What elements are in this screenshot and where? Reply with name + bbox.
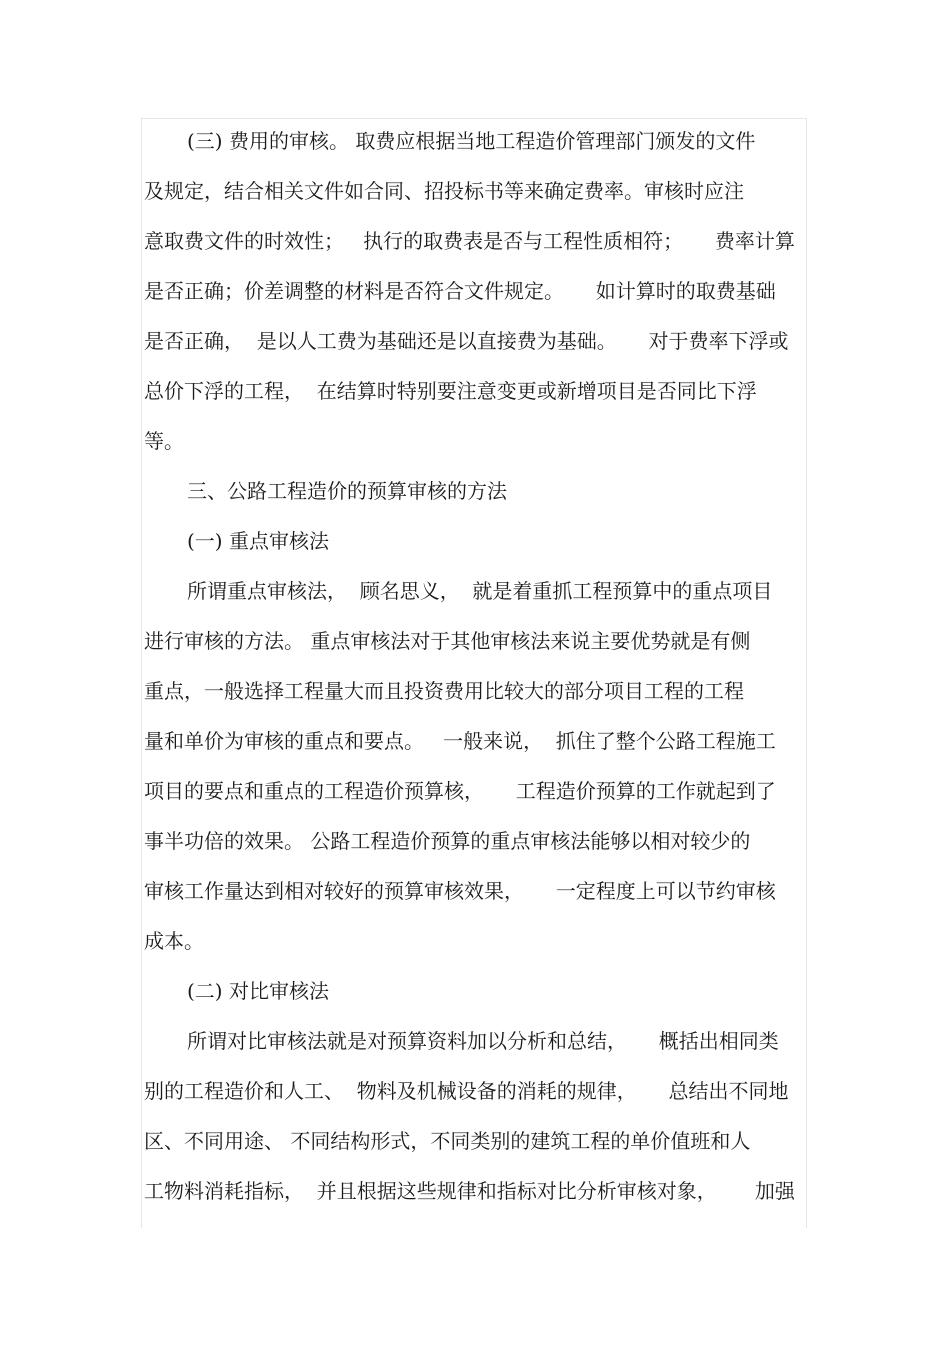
paragraph-comparison-line-4: 工物料消耗指标， 并且根据这些规律和指标对比分析审核对象， 加强 — [144, 1179, 795, 1203]
paragraph-fee-review-line-3: 意取费文件的时效性； 执行的取费表是否与工程性质相符； 费率计算 — [144, 229, 795, 253]
paragraph-key-review-line-2: 进行审核的方法。 重点审核法对于其他审核法来说主要优势就是有侧 — [144, 629, 751, 653]
paragraph-fee-review-line-2: 及规定，结合相关文件如合同、招投标书等来确定费率。审核时应注 — [144, 179, 744, 203]
paragraph-comparison-line-3: 区、不同用途、 不同结构形式，不同类别的建筑工程的单价值班和人 — [144, 1129, 751, 1153]
paragraph-fee-review-line-7: 等。 — [144, 429, 184, 453]
paragraph-key-review-line-7: 审核工作量达到相对较好的预算审核效果， 一定程度上可以节约审核 — [144, 879, 776, 903]
paragraph-fee-review-line-6: 总价下浮的工程， 在结算时特别要注意变更或新增项目是否同比下浮 — [144, 379, 757, 403]
paragraph-comparison-line-2: 别的工程造价和人工、 物料及机械设备的消耗的规律， 总结出不同地 — [144, 1079, 789, 1103]
paragraph-key-review-line-6: 事半功倍的效果。 公路工程造价预算的重点审核法能够以相对较少的 — [144, 829, 751, 853]
paragraph-fee-review-line-5: 是否正确， 是以人工费为基础还是以直接费为基础。 对于费率下浮或 — [144, 329, 789, 353]
paragraph-key-review-line-5: 项目的要点和重点的工程造价预算核， 工程造价预算的工作就起到了 — [144, 779, 776, 803]
paragraph-fee-review-line-4: 是否正确；价差调整的材料是否符合文件规定。 如计算时的取费基础 — [144, 279, 776, 303]
paragraph-fee-review-line-1: (三) 费用的审核。 取费应根据当地工程造价管理部门颁发的文件 — [187, 129, 756, 153]
paragraph-comparison-line-1: 所谓对比审核法就是对预算资料加以分析和总结， 概括出相同类 — [187, 1029, 779, 1053]
subheading-comparison-review: (二) 对比审核法 — [187, 979, 329, 1003]
subheading-key-review: (一) 重点审核法 — [187, 529, 329, 553]
paragraph-key-review-line-3: 重点，一般选择工程量大而且投资费用比较大的部分项目工程的工程 — [144, 679, 744, 703]
paragraph-key-review-line-1: 所谓重点审核法， 顾名思义， 就是着重抓工程预算中的重点项目 — [187, 579, 773, 603]
section-heading-methods: 三、公路工程造价的预算审核的方法 — [187, 479, 507, 503]
paragraph-key-review-line-4: 量和单价为审核的重点和要点。 一般来说， 抓住了整个公路工程施工 — [144, 729, 776, 753]
paragraph-key-review-line-8: 成本。 — [144, 929, 204, 953]
